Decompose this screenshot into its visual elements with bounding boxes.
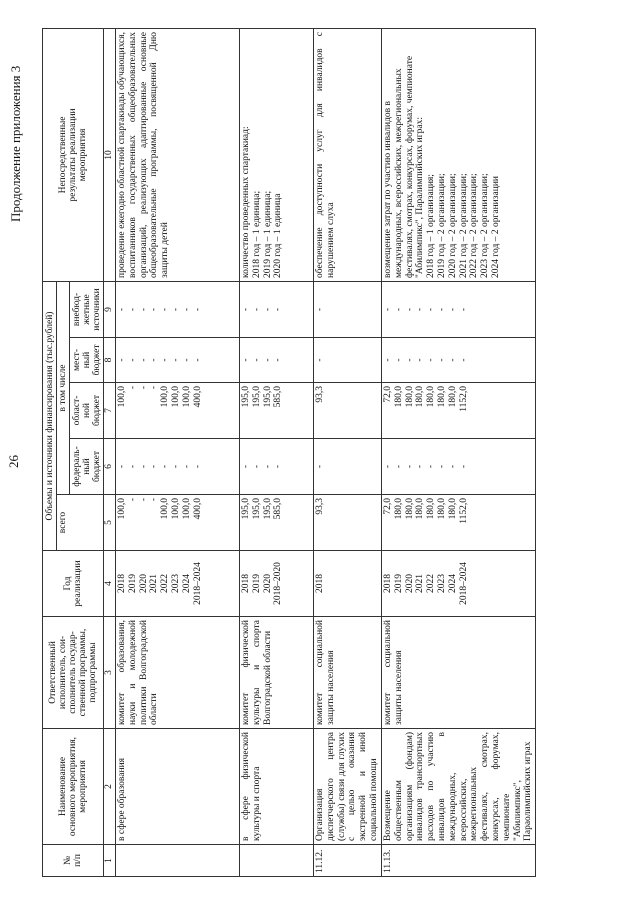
result: возмещение затрат по участию инвалидов в международных, всероссийских, межрегиональных фестивалях, смотрах, конкурсах, форумах, чемпионате "Абилимпикс", Паралимпийских играх: 2018 год – 1 организация; 2019 год – 2 организации; 2020 год – 2 организации; 2021 год – 2 организации; 2022 год – 2 организации; 2023 год – 2 организации; 2024 год – 2 организации <box>382 28 536 281</box>
local-amount: - - - - - - - - <box>382 338 536 383</box>
regional-amount: 72,0 180,0 180,0 180,0 180,0 180,0 180,0 1152,0 <box>382 383 536 439</box>
header-including: в том числе <box>57 281 70 494</box>
header-results: Непосредственные результаты реализации мероприятия <box>43 28 104 281</box>
column-number: 4 <box>104 551 116 617</box>
result: обеспечение доступности услуг для инвалидов с нарушением слуха <box>314 28 382 281</box>
header-year: Год реализации <box>43 551 104 617</box>
regional-amount: 100,0 - - - 100,0 100,0 100,0 400,0 <box>116 383 240 439</box>
activity-name: в сфере образования <box>116 729 240 845</box>
executor: комитет социальной защиты населения <box>314 617 382 729</box>
header-total: всего <box>57 495 104 551</box>
local-amount: - - - - <box>240 338 314 383</box>
header-extra: внебюд- жетные источники <box>70 281 104 337</box>
row-number <box>116 845 240 877</box>
column-number: 9 <box>104 281 116 337</box>
column-number: 6 <box>104 439 116 495</box>
executor: комитет социальной защиты населения <box>382 617 536 729</box>
column-number: 8 <box>104 338 116 383</box>
federal-amount: - - - - - - - - <box>116 439 240 495</box>
extra-amount: - <box>314 281 382 337</box>
row-number <box>240 845 314 877</box>
header-funding: Объемы и источники финансирования (тыс.рублей) <box>43 281 57 550</box>
continuation-title: Продолжение приложения 3 <box>8 65 23 222</box>
local-amount: - <box>314 338 382 383</box>
table-row <box>314 28 382 876</box>
header-executor: Ответственный исполнитель, сои- сполнитель государ- ственной программы, подпрограммы <box>43 617 104 729</box>
total-amount: 100,0 - - - 100,0 100,0 100,0 400,0 <box>116 495 240 551</box>
years: 2018 2019 2020 2018–2020 <box>240 551 314 617</box>
header-regional: област- ной бюджет <box>70 383 104 439</box>
regional-amount: 195,0 195,0 195,0 585,0 <box>240 383 314 439</box>
local-amount: - - - - - - - - <box>116 338 240 383</box>
result: количество проведенных спартакиад: 2018 год – 1 единица; 2019 год – 1 единица; 2020 год – 1 единица <box>240 28 314 281</box>
page-number: 26 <box>6 455 21 468</box>
row-number: 11.13. <box>382 845 536 877</box>
column-number: 10 <box>104 28 116 281</box>
header-num: № п/п <box>43 845 104 877</box>
total-amount: 93,3 <box>314 495 382 551</box>
column-number: 3 <box>104 617 116 729</box>
column-number: 2 <box>104 729 116 845</box>
federal-amount: - <box>314 439 382 495</box>
years: 2018 2019 2020 2021 2022 2023 2024 2018–2024 <box>382 551 536 617</box>
table-row <box>240 28 314 876</box>
result: проведение ежегодно областной спартакиады обучающихся, воспитанников государственных общеобразовательных организаций, реализующих адаптированные основные общеобразовательные программы, посвященной Дню защиты детей <box>116 28 240 281</box>
regional-amount: 93,3 <box>314 383 382 439</box>
executor: комитет образования, науки и молодежной политики Волгоградской области <box>116 617 240 729</box>
years: 2018 2019 2020 2021 2022 2023 2024 2018–2024 <box>116 551 240 617</box>
column-number: 5 <box>104 495 116 551</box>
total-amount: 72,0 180,0 180,0 180,0 180,0 180,0 180,0 1152,0 <box>382 495 536 551</box>
column-number: 7 <box>104 383 116 439</box>
executor: комитет физической культуры и спорта Волгоградской области <box>240 617 314 729</box>
header-name: Наименование основного мероприятия, мероприятия <box>43 729 104 845</box>
extra-amount: - - - - - - - - <box>116 281 240 337</box>
total-amount: 195,0 195,0 195,0 585,0 <box>240 495 314 551</box>
extra-amount: - - - - - - - - <box>382 281 536 337</box>
years: 2018 <box>314 551 382 617</box>
extra-amount: - - - - <box>240 281 314 337</box>
column-number: 1 <box>104 845 116 877</box>
table-row <box>382 28 536 876</box>
header-local: мест- ный бюджет <box>70 338 104 383</box>
header-federal: федераль- ный бюджет <box>70 439 104 495</box>
program-table <box>42 28 536 877</box>
federal-amount: - - - - - - - - <box>382 439 536 495</box>
activity-name: Возмещение общественным организациям (фондам) инвалидов транспортных расходов по участию инвалидов в международных, всероссийских, межрегиональных фестивалях, смотрах, конкурсах, форумах, чемпионате "Абилимпикс", Параолимпийских играх <box>382 729 536 845</box>
row-number: 11.12. <box>314 845 382 877</box>
activity-name: в сфере физической культуры и спорта <box>240 729 314 845</box>
federal-amount: - - - - <box>240 439 314 495</box>
activity-name: Организация диспетчерского центра (службы) связи для глухих с целью оказания экстренной и иной социальной помощи <box>314 729 382 845</box>
table-row <box>116 28 240 876</box>
